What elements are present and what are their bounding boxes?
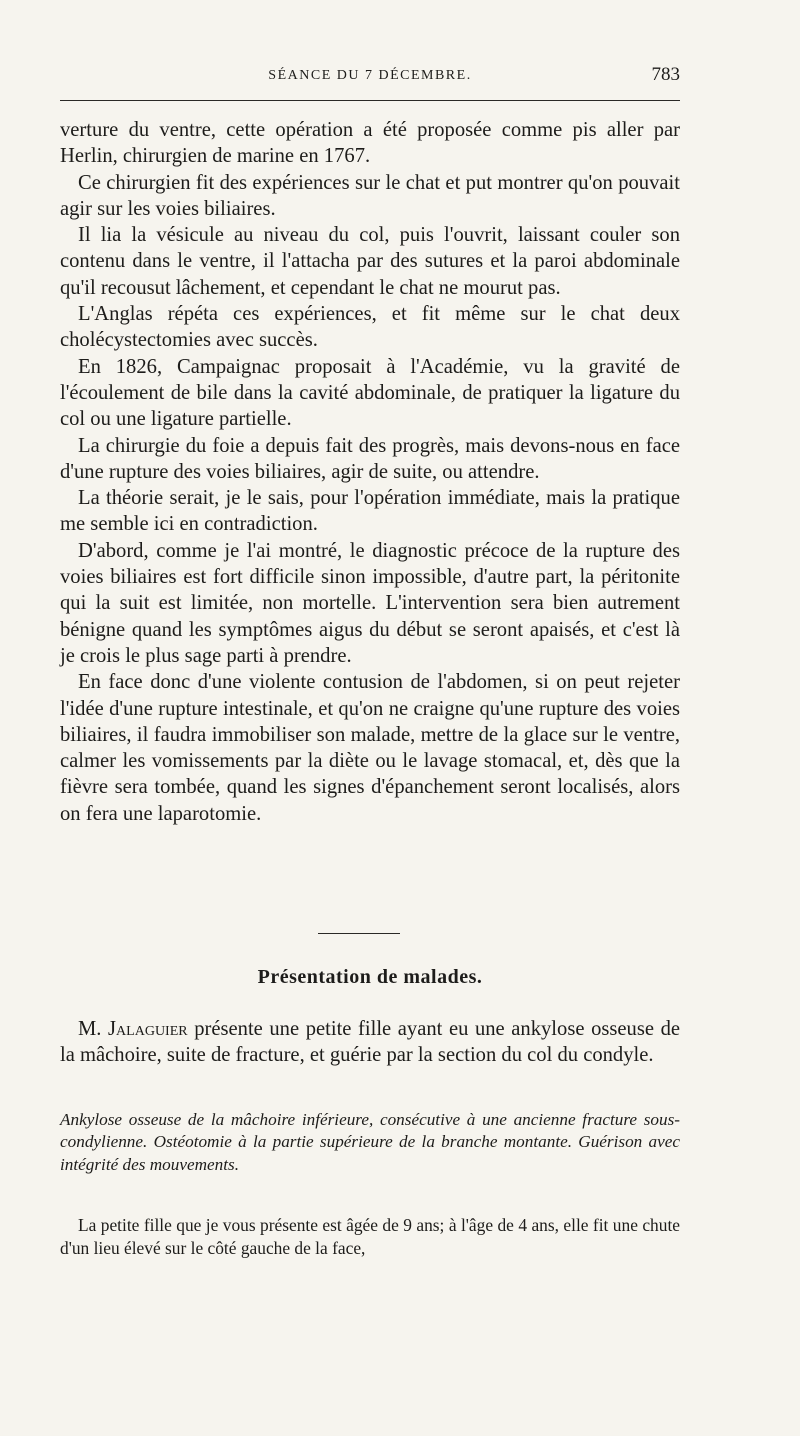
- page-number: 783: [651, 64, 680, 85]
- presentation-text: présente une petite fille ayant eu une ankylose osseuse de la mâchoire, suite de fracture, et guérie par la section du col du condyle.: [60, 1018, 681, 1067]
- case-title: Ankylose osseuse de la mâchoire inférieure, consécutive à une ancienne fracture sous-condylienne. Ostéotomie à la partie supérieure de la branche montante. Guérison avec intégrité des mouvements.: [60, 1110, 680, 1174]
- paragraph: Il lia la vésicule au niveau du col, puis l'ouvrit, laissant couler son contenu dans le ventre, il l'attacha par des sutures et la paroi abdominale qu'il recousut lâchement, et cependant le chat ne mourut pas.: [60, 224, 680, 299]
- running-head: SÉANCE DU 7 DÉCEMBRE.: [268, 68, 472, 83]
- paragraph: La chirurgie du foie a depuis fait des progrès, mais devons-nous en face d'une rupture des voies biliaires, agir de suite, ou attendre.: [60, 434, 680, 483]
- main-text: [60, 117, 680, 827]
- paragraph: Ce chirurgien fit des expériences sur le chat et put montrer qu'on pouvait agir sur les voies biliaires.: [60, 171, 680, 220]
- author-name: M. Jalaguier: [78, 1018, 188, 1040]
- paragraph: D'abord, comme je l'ai montré, le diagnostic précoce de la rupture des voies biliaires est fort difficile sinon impossible, d'autre part, la péritonite qui la suit est limitée, non mortelle. L'intervention sera bien autrement bénigne quand les symptômes aigus du début se seront apaisés, et c'est là je crois le plus sage parti à prendre.: [60, 539, 680, 667]
- case-text: [60, 1214, 680, 1259]
- paragraph: L'Anglas répéta ces expériences, et fit même sur le chat deux cholécystectomies avec succès.: [60, 303, 680, 352]
- paragraph: En face donc d'une violente contusion de l'abdomen, si on peut rejeter l'idée d'une rupture intestinale, et qu'on ne craigne qu'une rupture des voies biliaires, il faudra immobiliser son malade, mettre de la glace sur le ventre, calmer les vomissements par la diète ou le lavage stomacal, et, dès que la fièvre sera tombée, quand les signes d'épanchement seront localisés, alors on fera une laparotomie.: [60, 671, 680, 825]
- section-title: Présentation de malades.: [257, 966, 483, 988]
- header-rule: [60, 100, 680, 101]
- paragraph: La petite fille que je vous présente est âgée de 9 ans; à l'âge de 4 ans, elle fit une chute d'un lieu élevé sur le côté gauche de la face,: [60, 1215, 680, 1258]
- paragraph: verture du ventre, cette opération a été proposée comme pis aller par Herlin, chirurgien de marine en 1767.: [60, 119, 680, 168]
- paragraph: La théorie serait, je le sais, pour l'opération immédiate, mais la pratique me semble ici en contradiction.: [60, 487, 680, 536]
- paragraph: [60, 1016, 680, 1069]
- section-divider: [318, 933, 400, 934]
- page-header: [60, 64, 680, 88]
- paragraph: En 1826, Campaignac proposait à l'Académie, vu la gravité de l'écoulement de bile dans la cavité abdominale, de pratiquer la ligature du col ou une ligature partielle.: [60, 355, 680, 431]
- presentation-paragraph: [60, 1016, 680, 1069]
